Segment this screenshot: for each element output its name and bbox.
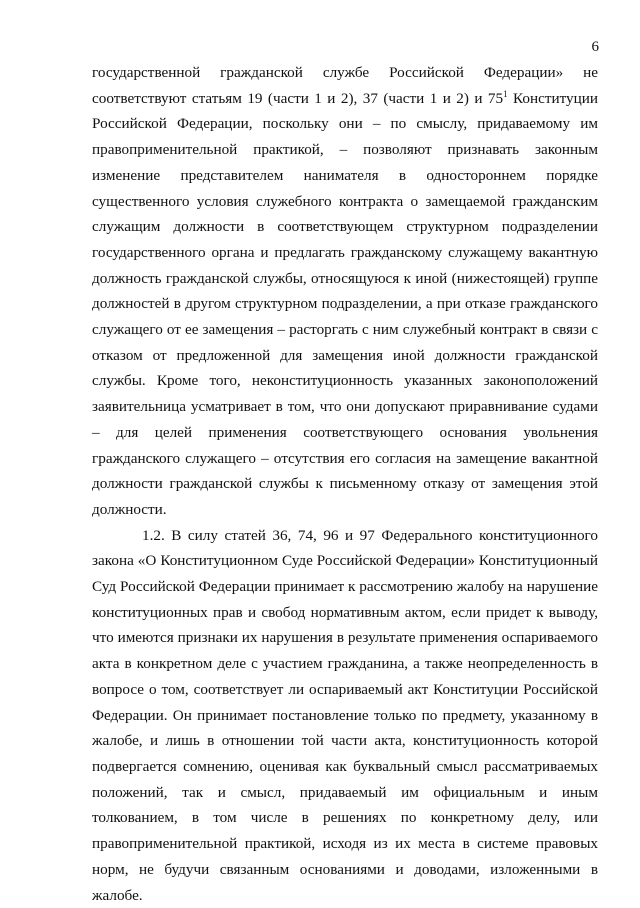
article-superscript: 1 <box>503 88 508 99</box>
paragraph-1-2: 1.2. В силу статей 36, 74, 96 и 97 Федерального конституционного закона «О Конституционном Суде Российской Федерации» Конституционный Суд Российской Федерации принимает к рассмотрению жалобу на нарушение конституционных прав и свобод нормативным актом, если придет к выводу, что имеются признаки их нарушения в результате применения оспариваемого акта в конкретном деле с участием гражданина, а также неопределенность в вопросе о том, соответствует ли оспариваемый акт Конституции Российской Федерации. Он принимает постановление только по предмету, указанному в жалобе, и лишь в отношении той части акта, конституционность которой подвергается сомнению, оценивая как буквальный смысл рассматриваемых положений, так и смысл, придаваемый им официальным и иным толкованием, в том числе в решениях по конкретному делу, или правоприменительной практикой, исходя из их места в системе правовых норм, не будучи связанным основаниями и доводами, изложенными в жалобе. <box>92 526 598 904</box>
page-number: 6 <box>591 39 599 55</box>
document-body <box>92 60 598 908</box>
paragraph-text-end: Конституции Российской Федерации, поскольку они – по смыслу, придаваемому им правоприменительной практикой, – позволяют признавать законным изменение представителем нанимателя в одностороннем порядке существенного условия служебного контракта о замещаемой гражданским служащим должности в соответствующем структурном подразделении государственного органа и предлагать гражданскому служащему вакантную должность гражданской службы, относящуюся к иной (нижестоящей) группе должностей в другом структурном подразделении, а при отказе гражданского служащего от ее замещения – расторгать с ним служебный контракт в связи с отказом от предложенной для замещения иной должности гражданской службы. Кроме того, неконституционность указанных законоположений заявительница усматривает в том, что они допускают приравнивание судами – для целей применения соответствующего основания увольнения гражданского служащего – отсутствия его согласия на замещение вакантной должности гражданской службы к письменному отказу от замещения этой должности. <box>92 89 598 518</box>
paragraph-text-start: государственной гражданской службе Российской Федерации» не соответствуют статьям 19 (части 1 и 2), 37 (части 1 и 2) и 75 <box>92 64 598 107</box>
paragraph-continuation <box>92 60 598 523</box>
